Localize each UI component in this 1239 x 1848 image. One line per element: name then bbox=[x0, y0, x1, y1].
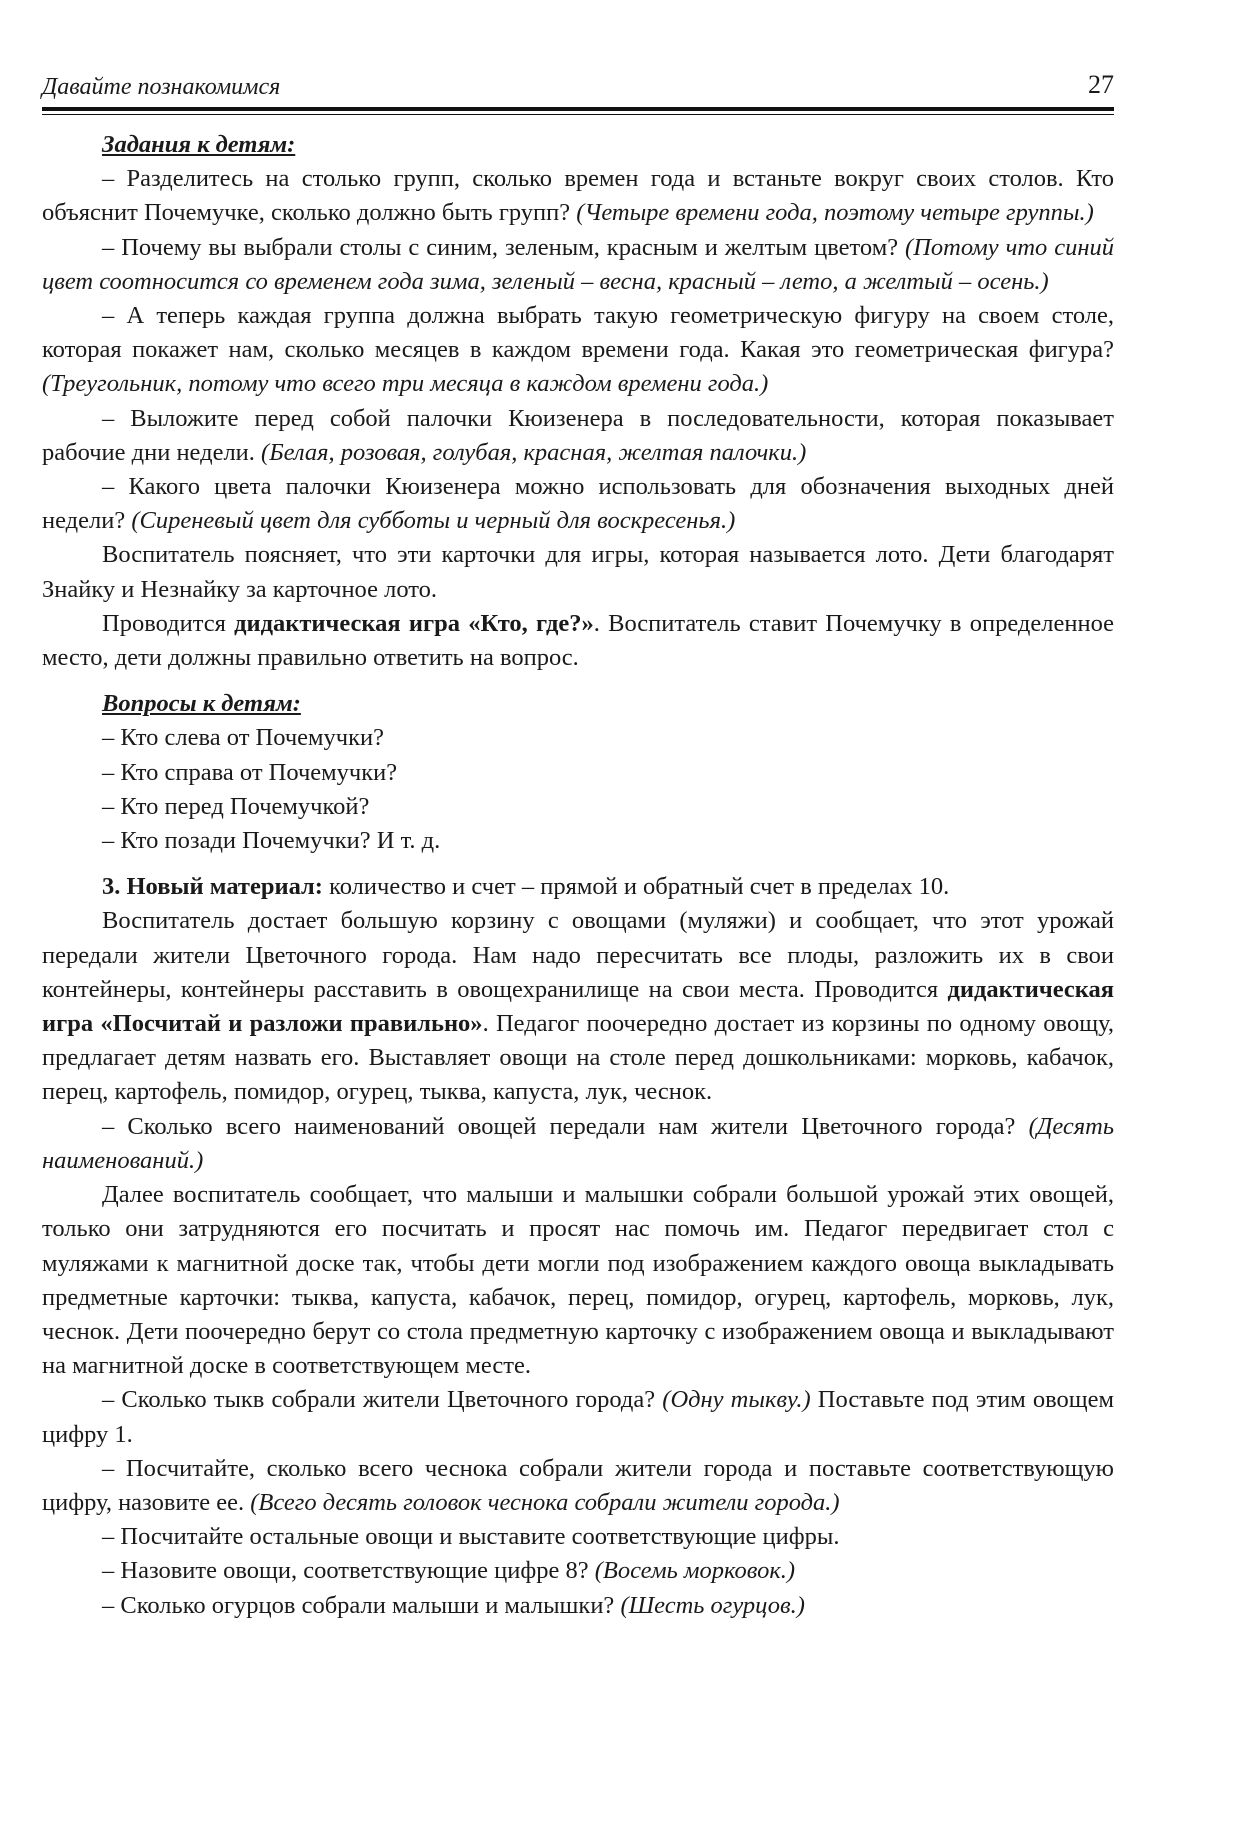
chapter-title: Давайте познакомимся bbox=[42, 74, 281, 100]
tasks-heading: Задания к детям: bbox=[102, 131, 296, 158]
paragraph: Воспитатель поясняет, что эти карточки для игры, которая называется лото. Дети благодарят Знайку и Незнайку за карточное лото. bbox=[42, 541, 1114, 603]
paragraph: – Выложите перед собой палочки Кюизенера в последовательности, которая показывает рабочие дни недели. (Белая, розовая, голубая, красная, желтая палочки.) bbox=[42, 404, 1114, 466]
question-item: – Кто позади Почемучки? И т. д. bbox=[102, 827, 441, 855]
answer: (Восемь морковок.) bbox=[594, 1557, 796, 1585]
answer: (Всего десять головок чеснока собрали жители города.) bbox=[250, 1488, 840, 1516]
answer: (Белая, розовая, голубая, красная, желтая палочки.) bbox=[261, 438, 807, 466]
paragraph: – Посчитайте, сколько всего чеснока собрали жители города и поставьте соответствующую цифру, назовите ее. (Всего десять головок чеснока собрали жители города.) bbox=[42, 1454, 1114, 1516]
paragraph: – Почему вы выбрали столы с синим, зеленым, красным и желтым цветом? (Потому что синий цвет соотносится со временем года зима, зеленый – весна, красный – лето, а желтый – осень.) bbox=[42, 233, 1114, 295]
answer: (Сиреневый цвет для субботы и черный для воскресенья.) bbox=[131, 507, 736, 535]
page-number: 27 bbox=[1088, 70, 1114, 99]
paragraph: – Сколько тыкв собрали жители Цветочного города? (Одну тыкву.) Поставьте под этим овощем цифру 1. bbox=[42, 1386, 1114, 1448]
header-rule-thin bbox=[42, 114, 1114, 115]
game-title: дидактическая игра «Кто, где?» bbox=[234, 609, 594, 637]
paragraph: – Посчитайте остальные овощи и выставите соответствующие цифры. bbox=[102, 1523, 840, 1551]
paragraph: – Какого цвета палочки Кюизенера можно использовать для обозначения выходных дней недели? (Сиреневый цвет для субботы и черный для воскресенья.) bbox=[42, 473, 1114, 535]
question-item: – Кто справа от Почемучки? bbox=[102, 758, 398, 786]
answer: (Потому что синий цвет соотносится со временем года зима, зеленый – весна, красный – лето, а желтый – осень.) bbox=[42, 233, 1114, 295]
paragraph: Далее воспитатель сообщает, что малыши и малышки собрали большой урожай этих овощей, только они затрудняются его посчитать и просят нас помочь им. Педагог передвигает стол с муляжами к магнитной доске так, чтобы дети могли под изображением каждого овоща выкладывать предметные карточки: тыква, капуста, кабачок, перец, помидор, огурец, картофель, морковь, лук, чеснок. Дети поочередно берут со стола предметную карточку с изображением овоща и выкладывают на магнитной доске в соответствующем месте. bbox=[42, 1181, 1114, 1380]
paragraph: – Назовите овощи, соответствующие цифре 8? (Восемь морковок.) bbox=[102, 1557, 796, 1585]
answer: (Четыре времени года, поэтому четыре группы.) bbox=[576, 199, 1094, 227]
question-item: – Кто перед Почемучкой? bbox=[102, 792, 370, 820]
section-heading: 3. Новый материал: количество и счет – прямой и обратный счет в пределах 10. bbox=[102, 873, 950, 901]
game-title: дидактическая игра «Посчитай и разложи правильно» bbox=[42, 975, 1114, 1038]
answer: (Шесть огурцов.) bbox=[620, 1591, 805, 1619]
paragraph: Воспитатель достает большую корзину с овощами (муляжи) и сообщает, что этот урожай передали жители Цветочного города. Нам надо пересчитать все плоды, разложить их в свои контейнеры, контейнеры расставить в овощехранилище на свои места. Проводится дидактическая игра «Посчитай и разложи правильно». Педагог поочередно достает из корзины по одному овощу, предлагает детям назвать его. Выставляет овощи на столе перед дошкольниками: морковь, кабачок, перец, картофель, помидор, огурец, тыква, капуста, лук, чеснок. bbox=[42, 907, 1114, 1106]
answer: (Одну тыкву.) bbox=[662, 1386, 811, 1414]
question-item: – Кто слева от Почемучки? bbox=[102, 724, 384, 752]
paragraph: Проводится дидактическая игра «Кто, где?». Воспитатель ставит Почемучку в определенное место, дети должны правильно ответить на вопрос. bbox=[42, 609, 1114, 672]
paragraph: – Сколько всего наименований овощей передали нам жители Цветочного города? (Десять наименований.) bbox=[42, 1112, 1114, 1174]
questions-heading: Вопросы к детям: bbox=[102, 690, 301, 718]
header-rule-thick bbox=[42, 107, 1114, 111]
paragraph: – А теперь каждая группа должна выбрать такую геометрическую фигуру на своем столе, которая покажет нам, сколько месяцев в каждом времени года. Какая это геометрическая фигура? (Треугольник, потому что всего три месяца в каждом времени года.) bbox=[42, 302, 1114, 398]
answer: (Треугольник, потому что всего три месяца в каждом времени года.) bbox=[42, 370, 769, 398]
paragraph: – Разделитесь на столько групп, сколько времен года и встаньте вокруг своих столов. Кто объяснит Почемучке, сколько должно быть групп? (Четыре времени года, поэтому четыре группы.) bbox=[42, 165, 1114, 227]
page-body bbox=[42, 128, 1114, 1623]
paragraph: – Сколько огурцов собрали малыши и малышки? (Шесть огурцов.) bbox=[102, 1591, 805, 1619]
answer: (Десять наименований.) bbox=[42, 1112, 1114, 1174]
